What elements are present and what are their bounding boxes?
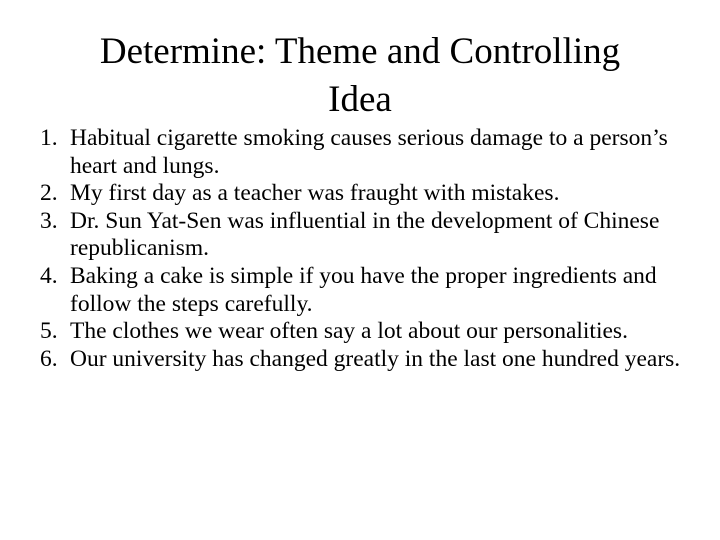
list-item: [40, 208, 700, 263]
sentence-list: [40, 125, 700, 373]
list-item-number: 5.: [40, 318, 58, 345]
list-item: [40, 180, 700, 208]
list-item: [40, 125, 700, 180]
list-item: [40, 318, 700, 346]
list-item-text: My first day as a teacher was fraught with mistakes.: [70, 180, 560, 207]
list-item: [40, 346, 700, 374]
list-item-text: The clothes we wear often say a lot about our personalities.: [70, 318, 628, 345]
list-item-text: Habitual cigarette smoking causes serious damage to a person’s heart and lungs.: [70, 125, 668, 179]
list-item-number: 2.: [40, 180, 58, 207]
slide-title-line-1: Determine: Theme and Controlling: [99, 31, 621, 72]
list-item: [40, 263, 700, 318]
slide-title: [40, 28, 680, 124]
list-item-number: 1.: [40, 125, 58, 151]
list-item-text: Baking a cake is simple if you have the proper ingredients and follow the steps carefully.: [70, 262, 657, 317]
list-item-number: 6.: [40, 345, 58, 372]
list-item-number: 3.: [40, 207, 58, 234]
list-item-number: 4.: [40, 262, 58, 289]
list-item-text: Our university has changed greatly in the last one hundred years.: [70, 345, 681, 372]
slide-title-line-2: Idea: [328, 79, 392, 120]
list-item-text: Dr. Sun Yat-Sen was influential in the development of Chinese republicanism.: [70, 207, 660, 262]
